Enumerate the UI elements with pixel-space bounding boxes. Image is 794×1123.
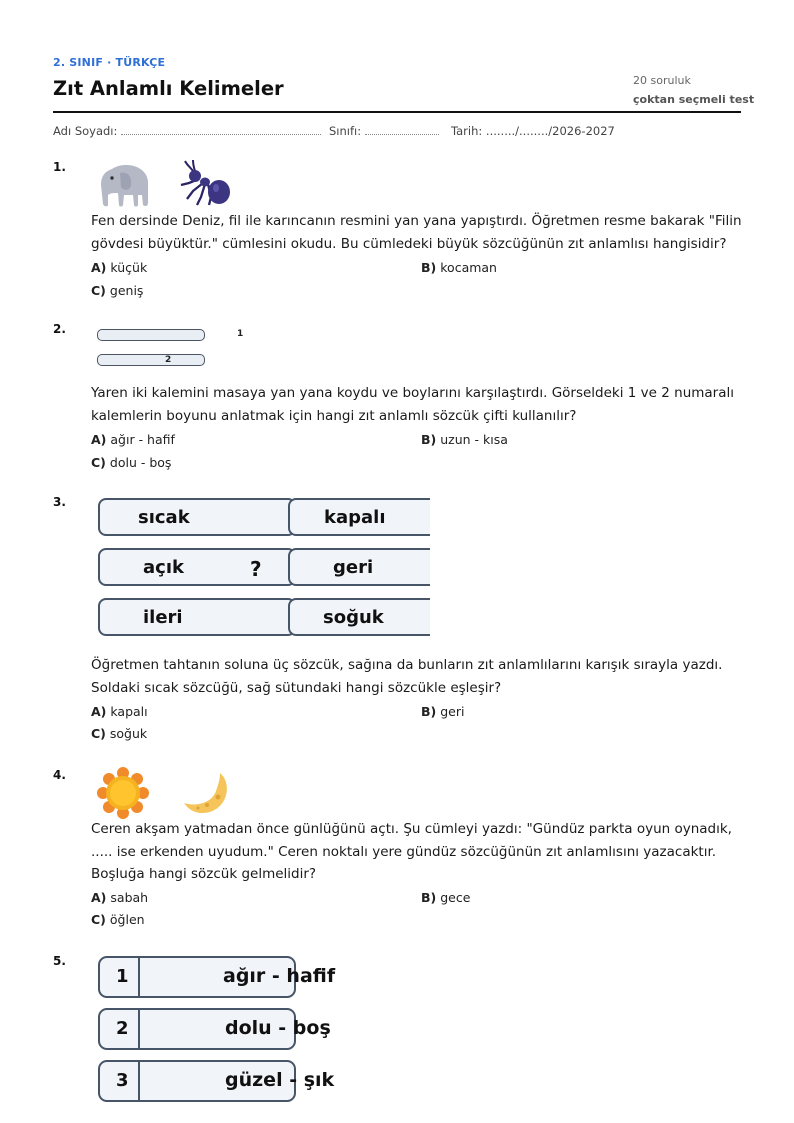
left-word-1: sıcak (138, 507, 190, 528)
pencil-2 (97, 354, 205, 366)
left-word-box-1 (98, 498, 296, 536)
question-4-text: Ceren akşam yatmadan önce günlüğünü açtı. Şu cümleyi yazdı: "Gündüz parkta oyun oynadık, ..... ise erkenden uyudum." Ceren noktalı yere gündüz sözcüğünün zıt anlamlısını yazacaktır. Boşluğa hangi sözcük gelmelidir? (91, 821, 732, 882)
option-letter: B) (421, 260, 437, 275)
option-letter: C) (91, 912, 106, 927)
option-text: ağır - hafif (110, 432, 175, 447)
option-text: küçük (110, 260, 148, 275)
question-2-option-b[interactable] (421, 432, 508, 447)
question-4-number: 4. (53, 768, 66, 782)
name-field[interactable] (53, 124, 321, 138)
pencil-1 (97, 329, 205, 341)
option-text: gece (440, 890, 471, 905)
pair-text-1: ağır - hafif (223, 965, 336, 987)
pair-number-1: 1 (116, 966, 129, 987)
question-1-text: Fen dersinde Deniz, fil ile karıncanın resmini yan yana yapıştırdı. Öğretmen resme bakarak "Filin gövdesi büyüktür." cümlesini okudu. Bu cümledeki büyük sözcüğünün zıt anlamlısı hangisidir? (91, 213, 742, 252)
pair-divider (138, 1062, 140, 1100)
question-2-number: 2. (53, 322, 66, 336)
question-4-option-b[interactable] (421, 890, 470, 905)
option-text: geri (440, 704, 465, 719)
option-text: sabah (110, 890, 149, 905)
question-1-option-a[interactable] (91, 260, 147, 275)
question-2-option-c[interactable] (91, 455, 171, 470)
question-5-number: 5. (53, 954, 66, 968)
question-4-option-c[interactable] (91, 912, 145, 927)
ant-icon (175, 157, 231, 209)
right-word-1: kapalı (324, 507, 386, 528)
right-word-3: soğuk (323, 607, 384, 628)
option-letter: A) (91, 260, 107, 275)
question-2-option-a[interactable] (91, 432, 175, 447)
option-letter: C) (91, 283, 106, 298)
option-letter: C) (91, 455, 106, 470)
class-blank[interactable] (365, 125, 439, 135)
option-text: kocaman (440, 260, 497, 275)
pair-text-3: güzel - şık (225, 1069, 335, 1091)
option-text: geniş (109, 283, 144, 298)
pair-number-2: 2 (116, 1018, 129, 1039)
right-word-2: geri (333, 557, 374, 578)
question-1-option-b[interactable] (421, 260, 497, 275)
class-field[interactable] (329, 124, 439, 138)
option-text: soğuk (109, 726, 148, 741)
question-1-number: 1. (53, 160, 66, 174)
grade-subject-label: 2. SINIF · TÜRKÇE (53, 56, 166, 69)
question-3-option-a[interactable] (91, 704, 148, 719)
pair-divider (138, 958, 140, 996)
question-4-option-a[interactable] (91, 890, 148, 905)
pencil-1-label: 1 (237, 329, 244, 339)
option-letter: A) (91, 432, 107, 447)
class-label: Sınıfı: (329, 124, 362, 138)
question-3-option-b[interactable] (421, 704, 465, 719)
option-text: dolu - boş (109, 455, 172, 470)
page-title: Zıt Anlamlı Kelimeler (53, 77, 284, 100)
elephant-icon (98, 163, 152, 209)
pair-text-2: dolu - boş (225, 1017, 331, 1039)
left-word-box-3 (98, 598, 296, 636)
option-letter: A) (91, 704, 107, 719)
left-word-box-2 (98, 548, 296, 586)
question-2-text: Yaren iki kalemini masaya yan yana koydu ve boylarını karşılaştırdı. Görseldeki 1 ve 2 numaralı kalemlerin boyunu anlatmak için hangi zıt anlamlı sözcük çifti kullanılır? (91, 385, 734, 424)
pencil-2-label: 2 (165, 355, 172, 365)
name-label: Adı Soyadı: (53, 124, 118, 138)
question-mark: ? (250, 557, 262, 581)
option-text: uzun - kısa (440, 432, 508, 447)
option-letter: B) (421, 432, 437, 447)
test-meta (633, 71, 754, 109)
moon-icon (182, 771, 232, 817)
name-blank[interactable] (121, 125, 321, 135)
pair-divider (138, 1010, 140, 1048)
option-text: öğlen (109, 912, 145, 927)
option-letter: B) (421, 890, 437, 905)
question-3-text: Öğretmen tahtanın soluna üç sözcük, sağına da bunların zıt anlamlılarını karışık sırayla yazdı. Soldaki sıcak sözcüğü, sağ sütundaki hangi sözcükle eşleşir? (91, 657, 723, 696)
option-letter: B) (421, 704, 437, 719)
left-word-2: açık (143, 557, 184, 578)
pair-number-3: 3 (116, 1070, 129, 1091)
header-divider (53, 111, 741, 113)
date-field[interactable]: Tarih: ......../......../2026-2027 (451, 124, 615, 138)
sun-icon (97, 767, 149, 819)
question-3-number: 3. (53, 495, 66, 509)
question-3-option-c[interactable] (91, 726, 147, 741)
option-letter: A) (91, 890, 107, 905)
left-word-3: ileri (143, 607, 183, 628)
option-text: kapalı (110, 704, 148, 719)
option-letter: C) (91, 726, 106, 741)
question-1-option-c[interactable] (91, 283, 143, 298)
question-count: 20 soruluk (633, 74, 691, 87)
test-type: çoktan seçmeli test (633, 93, 755, 106)
